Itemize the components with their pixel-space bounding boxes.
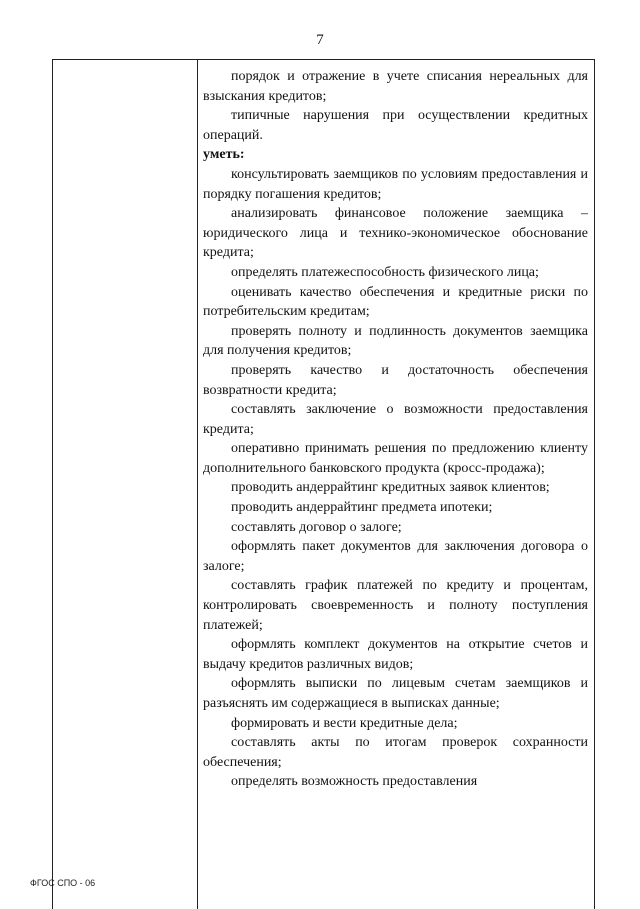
skill-item: определять платежеспособность физического лица; <box>231 264 539 280</box>
skill-item: анализировать финансовое положение заемщика – юридического лица и технико-экономическое обоснование кредита; <box>203 206 588 261</box>
document-table <box>52 59 595 909</box>
skill-item: проверять качество и достаточность обеспечения возвратности кредита; <box>203 362 588 398</box>
skill-item: консультировать заемщиков по условиям предоставления и порядку погашения кредитов; <box>203 166 588 202</box>
table-right-column <box>198 67 594 792</box>
skill-item: оперативно принимать решения по предложению клиенту дополнительного банковского продукта (кросс-продажа); <box>203 441 588 476</box>
skill-item: оформлять выписки по лицевым счетам заемщиков и разъяснять им содержащиеся в выписках данные; <box>203 676 588 711</box>
skill-item: составлять заключение о возможности предоставления кредита; <box>203 402 588 437</box>
skill-item: проводить андеррайтинг кредитных заявок клиентов; <box>231 480 550 496</box>
skill-item: проверять полноту и подлинность документов заемщика для получения кредитов; <box>203 323 588 359</box>
skill-item: проводить андеррайтинг предмета ипотеки; <box>231 500 493 516</box>
skill-item: составлять акты по итогам проверок сохранности обеспечения; <box>203 735 588 770</box>
page-number: 7 <box>316 32 324 48</box>
skill-item: определять возможность предоставления <box>231 774 478 790</box>
table-left-column <box>53 60 198 909</box>
skills-heading: уметь: <box>203 147 245 163</box>
knowledge-item: порядок и отражение в учете списания нереальных для взыскания кредитов; <box>203 69 588 104</box>
skill-item: оформлять комплект документов на открытие счетов и выдачу кредитов различных видов; <box>203 637 588 672</box>
skill-item: составлять график платежей по кредиту и процентам, контролировать своевременность и полноту поступления платежей; <box>203 578 588 633</box>
skill-item: формировать и вести кредитные дела; <box>231 715 458 731</box>
skill-item: составлять договор о залоге; <box>231 519 402 535</box>
knowledge-item: типичные нарушения при осуществлении кредитных операций. <box>203 108 588 143</box>
skill-item: оценивать качество обеспечения и кредитные риски по потребительским кредитам; <box>203 284 588 320</box>
skill-item: оформлять пакет документов для заключения договора о залоге; <box>203 539 588 574</box>
footer-code: ФГОС СПО - 06 <box>30 878 96 888</box>
